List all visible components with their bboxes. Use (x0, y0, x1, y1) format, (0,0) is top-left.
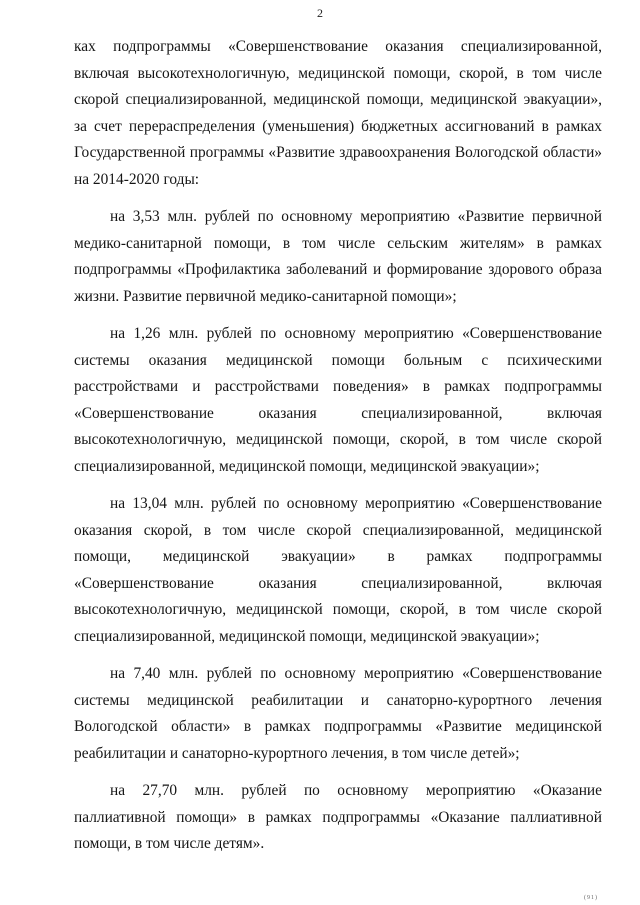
document-body (74, 34, 602, 858)
paragraph-item-rehabilitation: на 7,40 млн. рублей по основному мероприятию «Совершенствование системы медицинской реабилитации и санаторно-курортного лечения Вологодской области» в рамках подпрограммы «Развитие медицинской реабилитации и санаторно-курортного лечения, в том числе детей»; (74, 665, 602, 762)
paragraph-continuation: ках подпрограммы «Совершенствование оказания специализированной, включая высокотехнологичную, медицинской помощи, скорой, в том числе скорой специализированной, медицинской помощи, медицинской эвакуации», за счет перераспределения (уменьшения) бюджетных ассигнований в рамках Государственной программы «Развитие здравоохранения Вологодской области» на 2014-2020 годы: (74, 38, 602, 188)
paragraph-item-emergency-care: на 13,04 млн. рублей по основному мероприятию «Совершенствование оказания скорой, в том числе скорой специализированной, медицинской помощи, медицинской эвакуации» в рамках подпрограммы «Совершенствование оказания специализированной, включая высокотехнологичную, медицинской помощи, скорой, в том числе скорой специализированной, медицинской помощи, медицинской эвакуации»; (74, 495, 602, 645)
page-number: 2 (317, 6, 323, 20)
paragraph-item-palliative-care: на 27,70 млн. рублей по основному мероприятию «Оказание паллиативной помощи» в рамках подпрограммы «Оказание паллиативной помощи, в том числе детям». (74, 782, 602, 852)
footer-mark: (91) (584, 895, 598, 901)
paragraph-item-primary-care: на 3,53 млн. рублей по основному мероприятию «Развитие первичной медико-санитарной помощи, в том числе сельским жителям» в рамках подпрограммы «Профилактика заболеваний и формирование здорового образа жизни. Развитие первичной медико-санитарной помощи»; (74, 208, 602, 305)
paragraph-item-mental-health: на 1,26 млн. рублей по основному мероприятию «Совершенствование системы оказания медицинской помощи больным с психическими расстройствами и расстройствами поведения» в рамках подпрограммы «Совершенствование оказания специализированной, включая высокотехнологичную, медицинской помощи, скорой, в том числе скорой специализированной, медицинской помощи, медицинской эвакуации»; (74, 325, 602, 475)
